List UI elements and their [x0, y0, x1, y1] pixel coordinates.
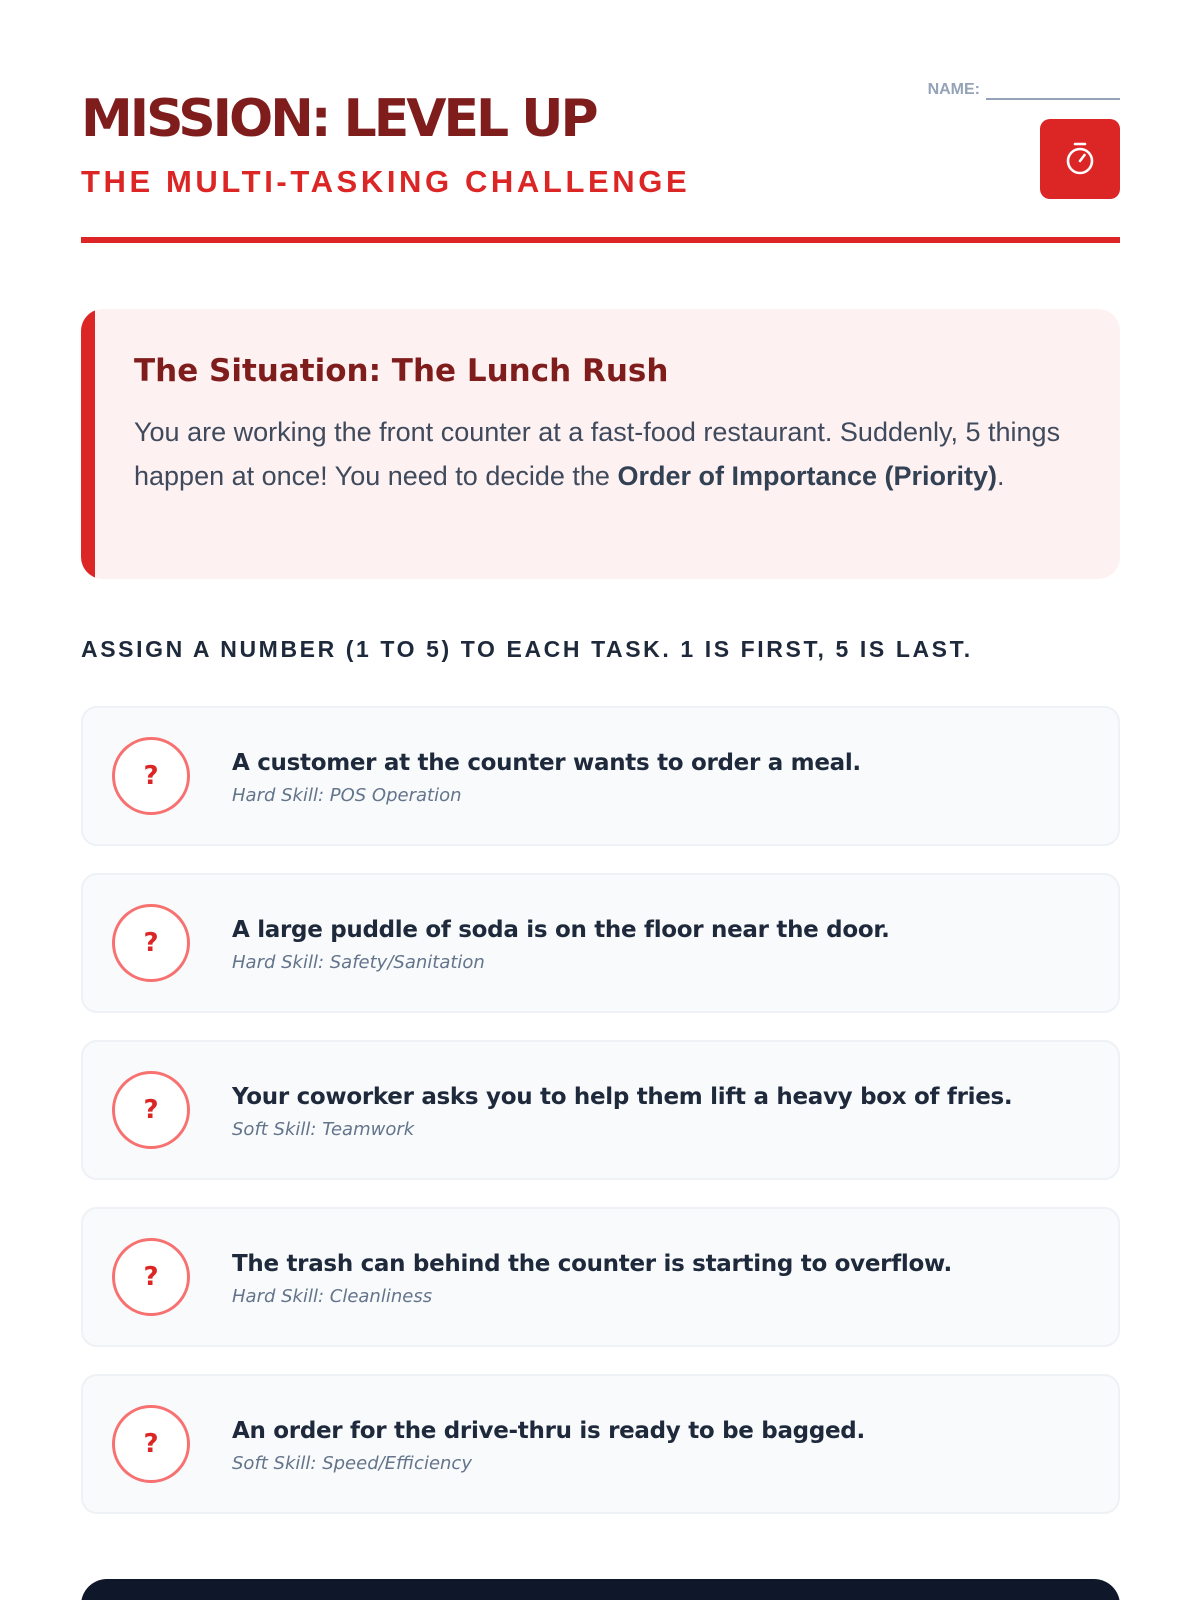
task-card [81, 706, 1120, 846]
situation-text-intro: You are working the front counter at a fast-food restaurant. Suddenly, 5 things happen at once! You need to decide the [134, 417, 1061, 491]
situation-text-end: . [997, 460, 1005, 491]
task-skill: Soft Skill: Speed/Efficiency [232, 1453, 472, 1474]
task-title: The trash can behind the counter is starting to overflow. [232, 1251, 952, 1277]
timer-button[interactable] [1040, 119, 1120, 199]
task-skill: Hard Skill: POS Operation [232, 785, 462, 806]
rank-input[interactable]: ? [112, 1405, 190, 1483]
page-subtitle: THE MULTI-TASKING CHALLENGE [81, 164, 691, 199]
task-title: A large puddle of soda is on the floor near the door. [232, 917, 890, 943]
rank-input[interactable]: ? [112, 737, 190, 815]
task-card [81, 873, 1120, 1013]
stopwatch-icon [1063, 141, 1097, 177]
worksheet-header [81, 0, 1120, 244]
task-card [81, 1207, 1120, 1347]
situation-callout [81, 309, 1120, 579]
task-skill: Soft Skill: Teamwork [232, 1119, 415, 1140]
task-skill: Hard Skill: Cleanliness [232, 1286, 433, 1307]
task-list [81, 706, 1120, 1541]
name-field [928, 80, 1120, 100]
task-title: Your coworker asks you to help them lift a heavy box of fries. [232, 1084, 1013, 1110]
situation-heading: The Situation: The Lunch Rush [134, 353, 669, 389]
header-divider [81, 237, 1120, 243]
task-card [81, 1374, 1120, 1514]
callout-accent-bar [81, 309, 95, 579]
task-title: An order for the drive-thru is ready to be bagged. [232, 1418, 865, 1444]
task-title: A customer at the counter wants to order a meal. [232, 750, 861, 776]
task-skill: Hard Skill: Safety/Sanitation [232, 952, 485, 973]
rank-input[interactable]: ? [112, 1238, 190, 1316]
situation-text-emphasis: Order of Importance (Priority) [617, 460, 997, 491]
rank-input[interactable]: ? [112, 1071, 190, 1149]
situation-text [134, 411, 1074, 498]
name-label: NAME: [927, 81, 980, 98]
page-title: MISSION: LEVEL UP [81, 89, 596, 149]
task-card [81, 1040, 1120, 1180]
name-input-line[interactable] [986, 80, 1120, 100]
rank-input[interactable]: ? [112, 904, 190, 982]
instruction-text: ASSIGN A NUMBER (1 TO 5) TO EACH TASK. 1 IS FIRST, 5 IS LAST. [81, 636, 973, 662]
footer-panel [81, 1579, 1120, 1600]
